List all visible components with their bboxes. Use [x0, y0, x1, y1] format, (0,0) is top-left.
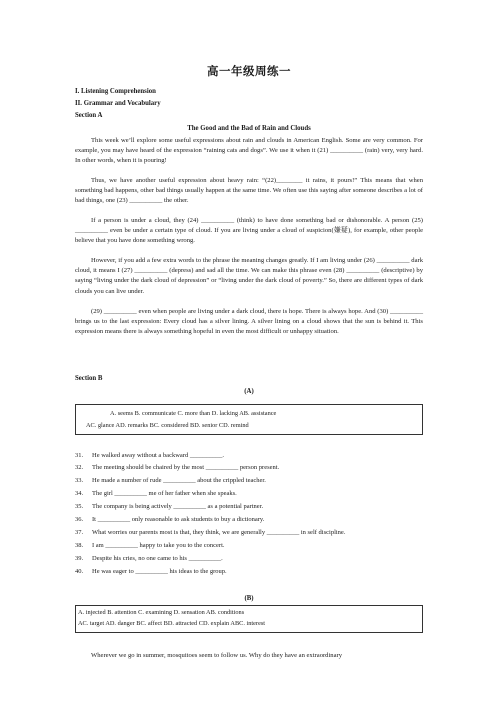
- word-bank-b-row-1: A. injected B. attention C. examining D. sensation AB. conditions: [78, 609, 245, 616]
- word-bank-a-row-1: A. seems B. communicate C. more than D. lacking AB. assistance: [110, 410, 277, 417]
- label-part-a: (A): [244, 388, 254, 395]
- paragraph-2: Thus, we have another useful expression about heavy rain: “(22)________ it rains, it pours!” This means that when something bad happens, other bad things usually happen at the same time. We often use this saying after someone describes a lot of bad things, one (23) __________ the other.: [75, 177, 423, 205]
- question-37: 37. What worries our parents most is that, they think, we are generally __________ in self discipline.: [75, 529, 346, 536]
- heading-section-a: Section A: [75, 112, 103, 119]
- question-35: 35. The company is being actively __________ as a potential partner.: [75, 503, 264, 510]
- question-31: 31. He walked away without a backward __________.: [75, 452, 224, 459]
- paragraph-4: However, if you add a few extra words to the phrase the meaning changes greatly. If I am living under (26) __________ dark cloud, it means I (27) __________ (depress) and sad all the time. We can make this phrase even (28) __________ (descriptive) by saying “living under the dark cloud of depression” or “living under the dark cloud of poverty.” So, there are different types of dark clouds you can live under.: [75, 257, 423, 295]
- heading-grammar: II. Grammar and Vocabulary: [75, 100, 161, 107]
- question-36: 36. It __________ only reasonable to ask students to buy a dictionary.: [75, 516, 265, 523]
- word-bank-b: [75, 605, 423, 633]
- question-34: 34. The girl __________ me of her father when she speaks.: [75, 490, 237, 497]
- page-title: 高一年级周练一: [207, 66, 291, 78]
- paragraph-3: If a person is under a cloud, they (24) __________ (think) to have done something bad or dishonorable. A person (25) __________ even be under a certain type of cloud. If you are living under a cloud of suspicion(嫌疑), for example, other people believe that you have done something wrong.: [75, 217, 423, 245]
- question-33: 33. He made a number of rude __________ about the crippled teacher.: [75, 477, 266, 484]
- question-39: 39. Despite his cries, no one came to his __________.: [75, 555, 223, 562]
- passage-b-first-line: Wherever we go in summer, mosquitoes seem to follow us. Why do they have an extraordinary: [91, 652, 343, 659]
- question-32: 32. The meeting should be chaired by the most __________ person present.: [75, 464, 280, 471]
- passage-title: The Good and the Bad of Rain and Clouds: [187, 125, 311, 132]
- heading-section-b: Section B: [75, 375, 103, 382]
- word-bank-a-row-2: AC. glance AD. remarks BC. considered BD. senior CD. remind: [86, 422, 249, 429]
- paragraph-1: This week we’ll explore some useful expressions about rain and clouds in American English. Some are very common. For example, you may have heard of the expression “raining cats and dogs”. We use it when it (21) __________ (rain) very, very hard. In other words, when it is pouring!: [75, 137, 423, 165]
- question-40: 40. He was eager to __________ his ideas to the group.: [75, 568, 227, 575]
- question-38: 38. I am __________ happy to take you to the concert.: [75, 542, 225, 549]
- word-bank-a: [75, 404, 423, 435]
- word-bank-b-row-2: AC. target AD. danger BC. affect BD. attracted CD. explain ABC. interest: [78, 620, 266, 627]
- heading-listening: I. Listening Comprehension: [75, 88, 156, 95]
- paragraph-5: (29) __________ even when people are living under a dark cloud, there is hope. There is always hope. And (30) __________ brings us to the last expression: Every cloud has a silver lining. A silver lining on a cloud shows that the sun is behind it. This expression means there is always something hopeful in even the most difficult or unhappy situation.: [75, 308, 423, 336]
- label-part-b: (B): [244, 595, 254, 602]
